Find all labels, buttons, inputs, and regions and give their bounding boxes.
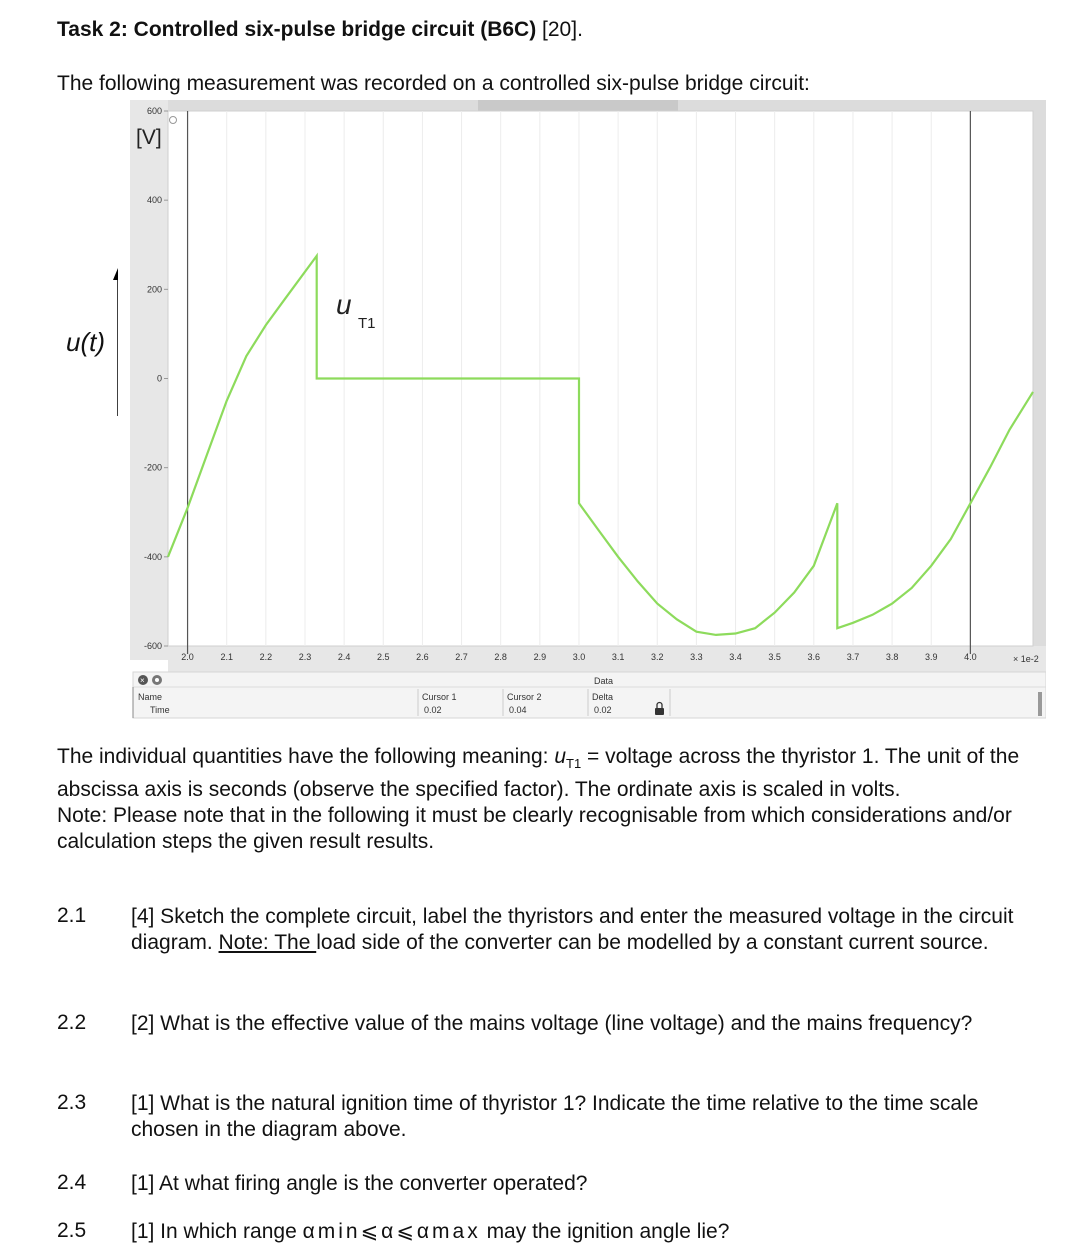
x-tick-label: 3.4 [729,652,742,662]
note-text: Please note that in the following it must be clearly recognisable from which considerations and/or calculation steps the given result results. [57,804,1012,854]
legend-time-label: Time [150,705,170,715]
x-tick-label: 2.3 [298,652,312,662]
y-tick-label: 600 [146,106,162,116]
x-tick-label: 3.5 [768,652,781,662]
x-tick-label: 3.1 [611,652,625,662]
delta-label: Delta [592,692,614,702]
explain-symbol: u [554,745,567,768]
x-tick-label: 2.0 [181,652,194,662]
x-tick-label: 2.8 [494,652,507,662]
x-tick-label: 2.7 [455,652,468,662]
ut-axis-label: u(t) [66,327,105,357]
y-tick-label: -400 [143,551,162,562]
q5-text [131,1219,1031,1245]
legend-panel [133,672,1046,718]
axis-handle-icon[interactable] [170,117,177,124]
q5-range: αmin⩽α⩽αmax [302,1220,481,1243]
y-tick-label: -600 [143,641,162,651]
explanation-block [57,744,1047,855]
x-tick-label: 2.5 [377,652,390,662]
cursor2-value: 0.04 [509,705,527,715]
x-tick-label: 4.0 [964,652,977,662]
x-tick-label: 3.9 [924,652,938,662]
q5-number: 2.5 [57,1219,87,1242]
delta-value: 0.02 [594,705,612,715]
x-tick-label: 2.9 [533,652,547,662]
x-tick-labels [181,652,976,662]
x-tick-label: 3.6 [807,652,821,662]
explain-subscript: T1 [566,756,582,772]
legend-name-label: Name [138,692,163,702]
task-title-bold: Task 2: Controlled six-pulse bridge circuit (B6C) [57,18,537,41]
q3-text: [1] What is the natural ignition time of thyristor 1? Indicate the time relative to the time scale chosen in the diagram above. [131,1092,979,1141]
q1-post: load side of the converter can be modelled by a constant current source. [316,931,989,954]
cursor1-label: Cursor 1 [422,692,457,702]
x-tick-label: 3.7 [846,652,860,662]
x-tick-label: 2.4 [337,652,351,662]
x-tick-label: 3.8 [885,652,899,662]
svg-text:×: × [140,676,145,685]
cursor1-value: 0.02 [424,705,442,715]
y-unit-label: [V] [136,126,162,149]
x-tick-label: 2.6 [416,652,429,662]
q4-number: 2.4 [57,1171,87,1194]
y-axis-strip [130,100,168,660]
x-tick-label: 3.0 [572,652,586,662]
x-tick-label: 3.3 [690,652,703,662]
task-title-ref: [20]. [536,18,583,41]
x-tick-label: 3.2 [650,652,664,662]
y-tick-label: 200 [146,284,162,295]
q1-number: 2.1 [57,904,87,927]
x-tick-label: 2.1 [220,652,233,662]
q3-number: 2.3 [57,1091,87,1114]
q5-post: may the ignition angle lie? [480,1220,730,1243]
explain-part1: The individual quantities have the following meaning: [57,745,555,768]
legend-scrollbar[interactable] [1038,692,1042,716]
intro-text: The following measurement was recorded on a controlled six-pulse bridge circuit: [57,72,810,95]
y-tick-label: -200 [143,462,162,473]
y-tick-label: 0 [156,373,162,384]
task-title [57,18,583,42]
q5-pre: [1] In which range [131,1220,303,1243]
scroll-thumb[interactable] [478,100,678,111]
explain-part2: = voltage across the thyristor 1. The unit of the abscissa axis is seconds (observe the specified factor). The ordinate axis is scaled in volts. [57,745,1020,802]
legend-data-header: Data [594,676,614,686]
x-tick-label: 2.2 [259,652,273,662]
curve-label-sub: T1 [358,315,376,332]
q2-number: 2.2 [57,1011,87,1034]
q1-underlined: Note: The [218,931,317,954]
cursor2-label: Cursor 2 [507,692,542,702]
note-label: Note: [57,804,108,828]
q1-pre: [4] Sketch the complete circuit, label the thyristors and enter the measured voltage in the circuit diagram. [131,905,1014,954]
y-tick-label: 400 [146,195,162,206]
q2-text: [2] What is the effective value of the mains voltage (line voltage) and the mains frequency? [131,1012,973,1035]
scope-chart [118,100,1046,720]
x-factor-label: × 1e-2 [1013,654,1039,664]
curve-label-main: u [336,289,352,320]
q4-text: [1] At what firing angle is the converter operated? [131,1172,588,1195]
q1-text [131,904,1031,956]
